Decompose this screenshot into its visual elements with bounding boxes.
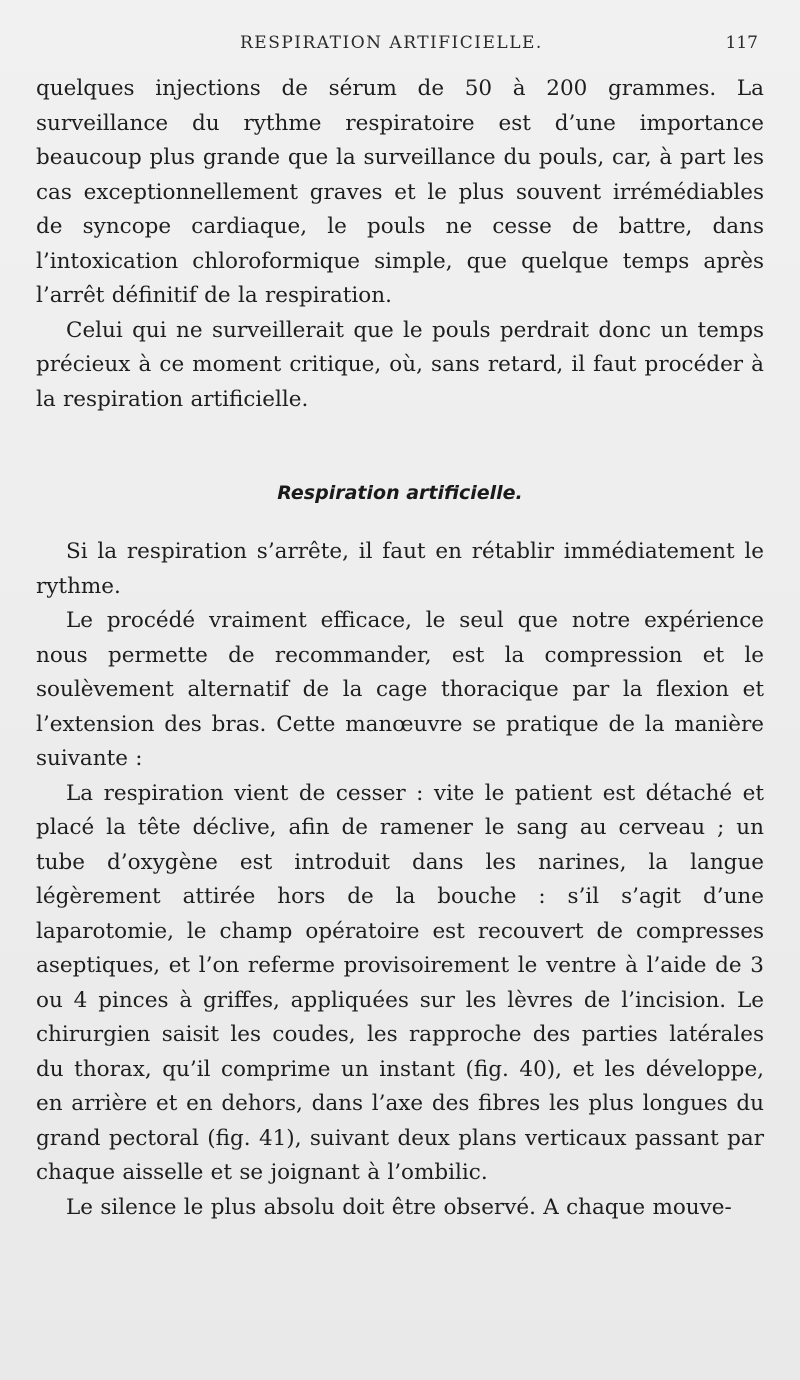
paragraph-continuation: quelques injections de sérum de 50 à 200 grammes. La surveillance du rythme respiratoire est d’une importance beaucoup plus grande que la surveillance du pouls, car, à part les cas exceptionnellement graves et le plus souvent irrémédiables de syncope cardiaque, le pouls ne cesse de battre, dans l’intoxication chloroformique simple, que quelque temps après l’arrêt définitif de la respiration. bbox=[36, 76, 764, 308]
section-title: Respiration artificielle. bbox=[277, 482, 523, 504]
paragraph-procedure-steps: La respiration vient de cesser : vite le patient est détaché et placé la tête déclive, afin de ramener le sang au cerveau ; un tube d’oxygène est introduit dans les narines, la langue légèrement attirée hors de la bouche : s’il s’agit d’une laparotomie, le champ opératoire est recouvert de compresses aseptiques, et l’on referme provisoirement le ventre à l’aide de 3 ou 4 pinces à griffes, appliquées sur les lèvres de l’incision. Le chirurgien saisit les coudes, les rapproche des parties latérales du thorax, qu’il comprime un instant (fig. 40), et les développe, en arrière et en dehors, dans l’axe des fibres les plus longues du grand pectoral (fig. 41), suivant deux plans verticaux passant par chaque aisselle et se joignant à l’ombilic. bbox=[36, 780, 764, 1185]
text-block-bottom bbox=[36, 535, 764, 1225]
page-number: 117 bbox=[725, 33, 758, 53]
paragraph-pulse-warning: Celui qui ne surveillerait que le pouls perdrait donc un temps précieux à ce moment critique, où, sans retard, il faut procéder à la respiration artificielle. bbox=[36, 317, 764, 412]
running-title: RESPIRATION ARTIFICIELLE. bbox=[240, 33, 543, 53]
paragraph-procedure-intro: Le procédé vraiment efficace, le seul que notre expérience nous permette de recommander, est la compression et le soulèvement alternatif de la cage thoracique par la flexion et l’extension des bras. Cette manœuvre se pratique de la manière suivante : bbox=[36, 608, 764, 771]
text-block-top bbox=[36, 72, 764, 417]
page-header bbox=[0, 33, 800, 57]
paragraph-restore-rhythm: Si la respiration s’arrête, il faut en rétablir immédiatement le rythme. bbox=[36, 539, 764, 599]
paragraph-silence: Le silence le plus absolu doit être observé. A chaque mouve- bbox=[66, 1194, 732, 1220]
